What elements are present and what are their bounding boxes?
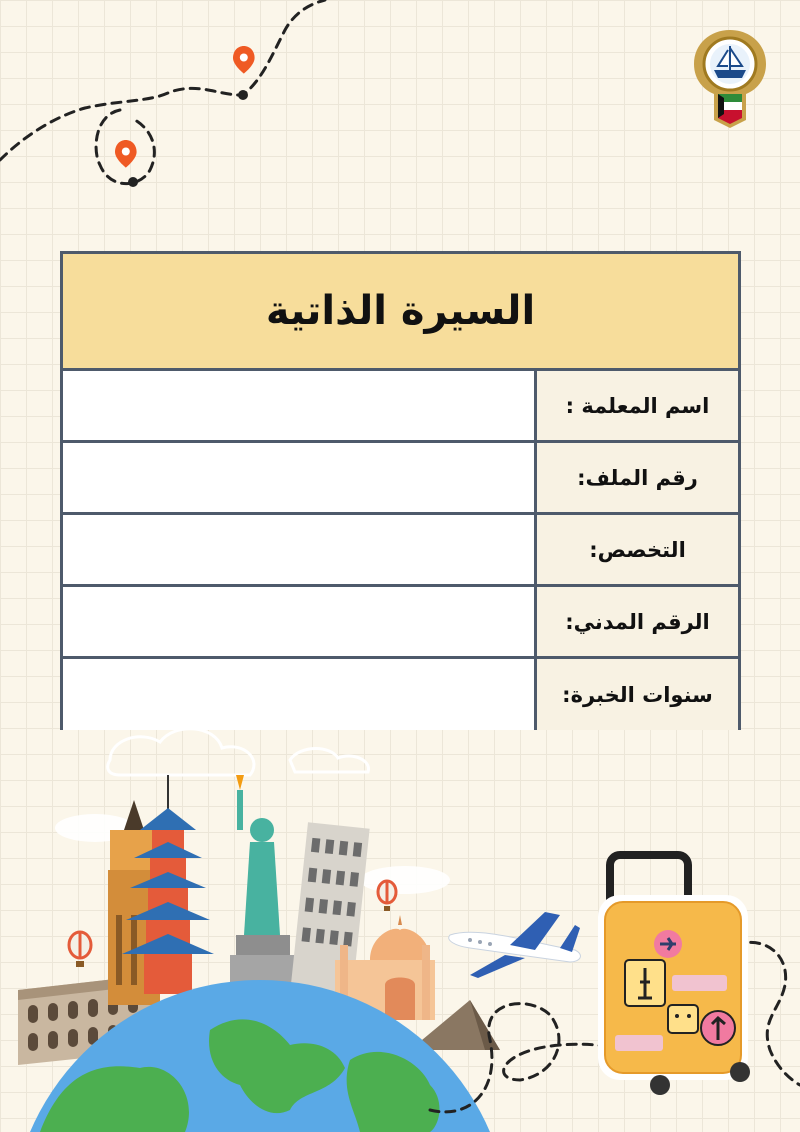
page-title: السيرة الذاتية [265,288,536,334]
years-experience-label: سنوات الخبرة: [534,659,738,730]
specialization-label: التخصص: [534,515,738,584]
statue-of-liberty [230,775,296,985]
file-number-label: رقم الملف: [534,443,738,512]
teacher-name-label: اسم المعلمة : [534,371,738,440]
hot-air-balloon-icon [378,881,396,911]
cloud-outline [108,729,369,775]
airplane-icon [449,912,581,978]
hot-air-balloon-icon [69,932,91,967]
civil-id-label: الرقم المدني: [534,587,738,656]
suitcase [598,855,750,1095]
